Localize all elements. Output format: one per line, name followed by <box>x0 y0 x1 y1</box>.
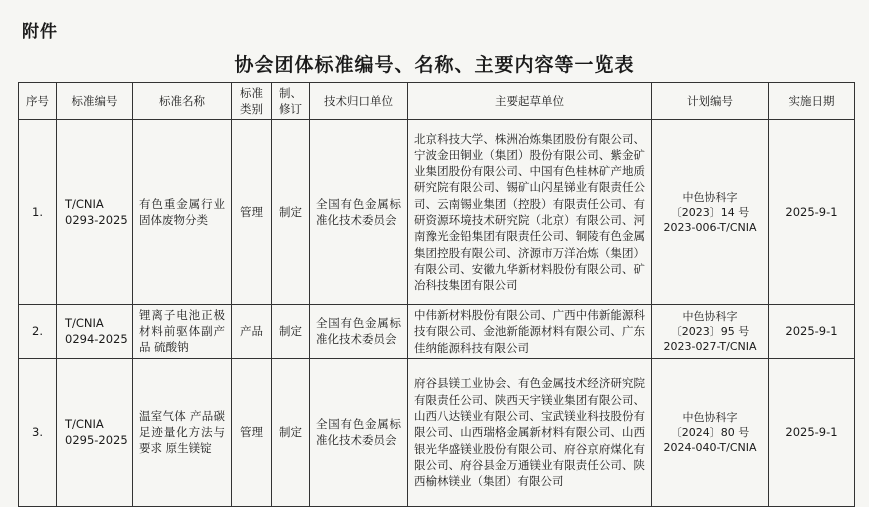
cell-revise: 制定 <box>272 120 310 305</box>
plan-line-1: 中色协科字 <box>682 190 738 204</box>
std-no-number: 0294-2025 <box>65 332 128 347</box>
cell-std-name: 温室气体 产品碳足迹量化方法与要求 原生镁锭 <box>133 358 232 506</box>
cell-tech-unit: 全国有色金属标准化技术委员会 <box>310 305 408 359</box>
plan-line-3: 2023-027-T/CNIA <box>663 339 757 353</box>
cell-plan-no <box>652 120 769 305</box>
std-no-prefix: T/CNIA <box>65 316 104 331</box>
cell-drafters: 中伟新材料股份有限公司、广西中伟新能源科技有限公司、金池新能源材料有限公司、广东佳纳能源科技有限公司 <box>408 305 652 359</box>
cell-seq: 3. <box>19 358 57 506</box>
plan-line-2: 〔2023〕95 号 <box>670 324 750 338</box>
cell-std-name: 有色重金属行业固体废物分类 <box>133 120 232 305</box>
cell-drafters: 北京科技大学、株洲冶炼集团股份有限公司、宁波金田铜业（集团）股份有限公司、紫金矿业集团股份有限公司、中国有色桂林矿产地质研究院有限公司、锡矿山闪星锑业有限责任公司、云南锡业集团（控股）有限责任公司、有研资源环境技术研究院（北京）有限公司、河南豫光金铅集团有限责任公司、铜陵有色金属集团控股有限公司、济源市万洋冶炼（集团）有限公司、安徽九华新材料股份有限公司、矿冶科技集团有限公司 <box>408 120 652 305</box>
cell-category: 产品 <box>232 305 272 359</box>
std-no-prefix: T/CNIA <box>65 197 104 211</box>
cell-plan-no <box>652 305 769 359</box>
header-date: 实施日期 <box>769 83 855 120</box>
cell-std-no <box>57 120 133 305</box>
plan-line-1: 中色协科字 <box>682 410 738 424</box>
cell-revise: 制定 <box>272 305 310 359</box>
plan-line-2: 〔2023〕14 号 <box>670 205 750 219</box>
cell-plan-no <box>652 358 769 506</box>
table-header-row <box>19 83 855 120</box>
cell-date: 2025-9-1 <box>769 305 855 359</box>
cell-drafters: 府谷县镁工业协会、有色金属技术经济研究院有限责任公司、陕西天宇镁业集团有限公司、山西八达镁业有限公司、宝武镁业科技股份有限公司、山西瑞格金属新材料有限公司、山西银光华盛镁业股份有限公司、府谷京府煤化有限公司、府谷县金万通镁业有限责任公司、陕西榆林镁业（集团）有限公司 <box>408 358 652 506</box>
cell-std-no <box>57 358 133 506</box>
header-seq: 序号 <box>19 83 57 120</box>
cell-seq: 1. <box>19 120 57 305</box>
cell-std-no <box>57 305 133 359</box>
std-no-number: 0293-2025 <box>65 213 128 227</box>
std-no-number: 0295-2025 <box>65 433 128 448</box>
attachment-label: 附件 <box>22 22 58 42</box>
cell-date: 2025-9-1 <box>769 358 855 506</box>
plan-line-1: 中色协科字 <box>682 309 738 323</box>
table-row <box>19 120 855 305</box>
std-no-prefix: T/CNIA <box>65 417 104 432</box>
standards-table <box>18 82 855 507</box>
cell-tech-unit: 全国有色金属标准化技术委员会 <box>310 358 408 506</box>
header-plan-no: 计划编号 <box>652 83 769 120</box>
cell-std-name: 锂离子电池正极材料前驱体副产品 硫酸钠 <box>133 305 232 359</box>
header-std-name: 标准名称 <box>133 83 232 120</box>
table-row <box>19 305 855 359</box>
cell-seq: 2. <box>19 305 57 359</box>
header-std-no: 标准编号 <box>57 83 133 120</box>
cell-category: 管理 <box>232 120 272 305</box>
header-revise: 制、修订 <box>272 83 310 120</box>
plan-line-2: 〔2024〕80 号 <box>670 425 750 439</box>
cell-revise: 制定 <box>272 358 310 506</box>
header-drafters: 主要起草单位 <box>408 83 652 120</box>
cell-tech-unit: 全国有色金属标准化技术委员会 <box>310 120 408 305</box>
cell-category: 管理 <box>232 358 272 506</box>
plan-line-3: 2023-006-T/CNIA <box>663 220 757 234</box>
header-tech-unit: 技术归口单位 <box>310 83 408 120</box>
table-row <box>19 358 855 506</box>
page-title: 协会团体标准编号、名称、主要内容等一览表 <box>234 54 635 76</box>
header-category: 标准类别 <box>232 83 272 120</box>
plan-line-3: 2024-040-T/CNIA <box>663 440 757 454</box>
cell-date: 2025-9-1 <box>769 120 855 305</box>
